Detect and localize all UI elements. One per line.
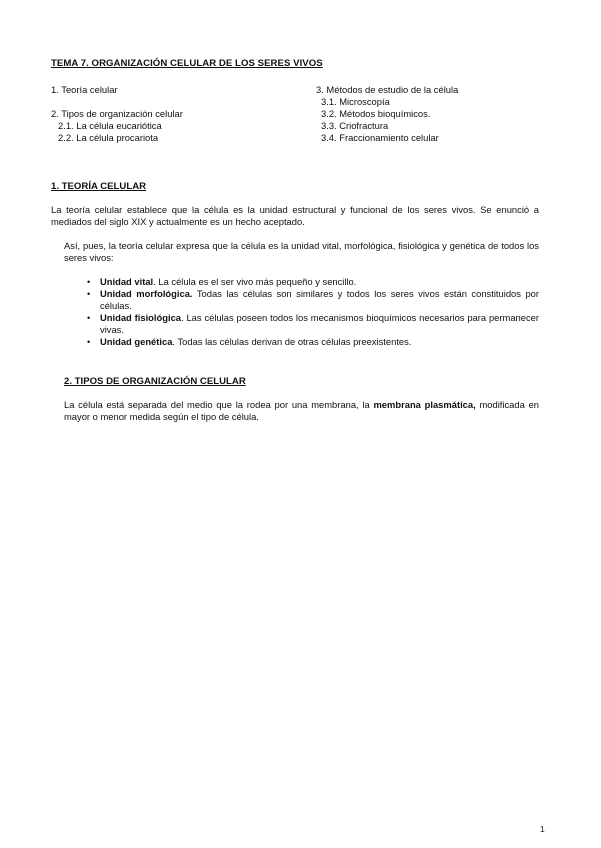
toc-spacer bbox=[51, 96, 183, 108]
toc-item: 3. Métodos de estudio de la célula bbox=[316, 84, 459, 95]
page-number: 1 bbox=[540, 824, 545, 834]
section-heading-tipos-organizacion: 2. TIPOS DE ORGANIZACIÓN CELULAR bbox=[64, 376, 246, 387]
toc-item: 2. Tipos de organización celular bbox=[51, 108, 183, 119]
unit-bullet-list bbox=[86, 276, 539, 348]
toc-right-column bbox=[316, 84, 458, 144]
bullet-text: . La célula es el ser vivo más pequeño y sencillo. bbox=[153, 276, 357, 287]
toc-subitem: 2.2. La célula procariota bbox=[58, 132, 159, 143]
bullet-text: . Todas las células derivan de otras células preexistentes. bbox=[172, 336, 412, 347]
membrane-text-after: modificada en mayor o menor medida según el tipo de célula. bbox=[64, 399, 539, 422]
toc-subitem: 2.1. La célula eucariótica bbox=[58, 120, 162, 131]
bullet-text: Todas las células son similares y todos los seres vivos están constituidos por células. bbox=[100, 288, 539, 311]
intro-paragraph: La teoría celular establece que la célula es la unidad estructural y funcional de los seres vivos. Se enunció a mediados del siglo XIX y actualmente es un hecho aceptado. bbox=[51, 204, 539, 227]
bullet-icon: • bbox=[87, 336, 91, 347]
list-item bbox=[86, 288, 539, 312]
list-item bbox=[86, 312, 539, 336]
bullet-term: Unidad morfológica. bbox=[100, 288, 193, 299]
document-title: TEMA 7. ORGANIZACIÓN CELULAR DE LOS SERES VIVOS bbox=[51, 58, 323, 69]
bullet-icon: • bbox=[87, 276, 91, 287]
list-item bbox=[86, 276, 539, 288]
membrane-paragraph bbox=[64, 399, 539, 423]
theory-paragraph: Así, pues, la teoría celular expresa que la célula es la unidad vital, morfológica, fisiológica y genética de todos los seres vivos: bbox=[64, 240, 539, 263]
toc-item: 1. Teoría celular bbox=[51, 84, 118, 95]
toc-subitem: 3.4. Fraccionamiento celular bbox=[321, 132, 439, 143]
toc-subitem: 3.3. Criofractura bbox=[321, 120, 389, 131]
bullet-term: Unidad genética bbox=[100, 336, 173, 347]
membrane-term: membrana plasmática, bbox=[373, 399, 476, 410]
toc-subitem: 3.1. Microscopía bbox=[321, 96, 390, 107]
membrane-text-before: La célula está separada del medio que la rodea por una membrana, la bbox=[64, 399, 374, 410]
bullet-text: . Las células poseen todos los mecanismos bioquímicos necesarios para permanecer vivas. bbox=[100, 312, 539, 335]
toc-left-column bbox=[51, 84, 183, 144]
bullet-term: Unidad fisiológica bbox=[100, 312, 181, 323]
bullet-icon: • bbox=[87, 312, 91, 323]
toc-subitem: 3.2. Métodos bioquímicos. bbox=[321, 108, 431, 119]
bullet-term: Unidad vital bbox=[100, 276, 154, 287]
section-heading-teoria-celular: 1. TEORÍA CELULAR bbox=[51, 181, 147, 192]
list-item bbox=[86, 336, 539, 348]
bullet-icon: • bbox=[87, 288, 91, 299]
